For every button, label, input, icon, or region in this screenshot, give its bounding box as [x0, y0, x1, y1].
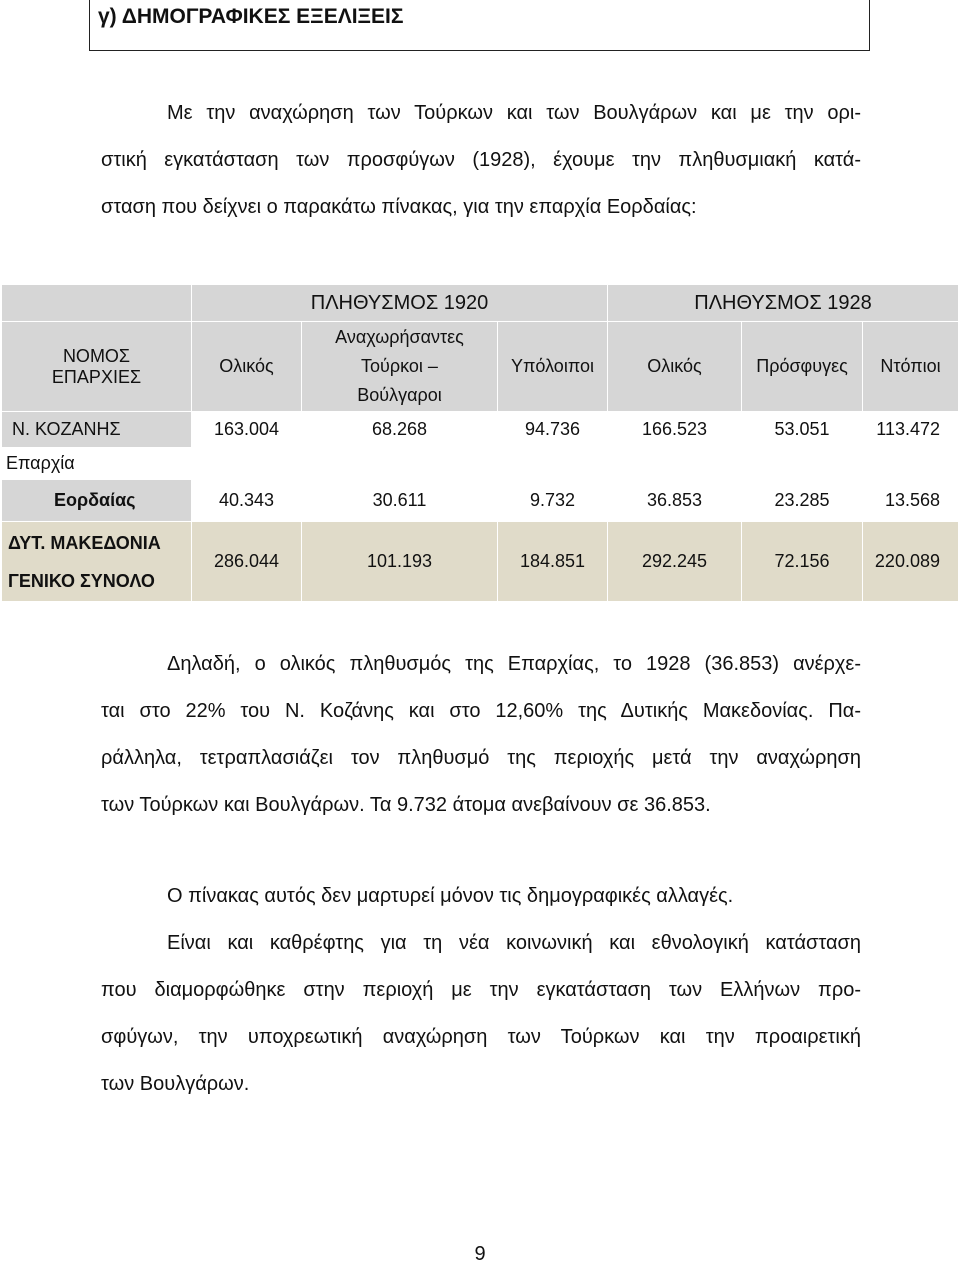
- header-col-natives: Ντόπιοι: [863, 322, 959, 412]
- analysis-line-3: ράλληλα, τετραπλασιάζει τον πληθυσμό της περιοχής μετά την αναχώρηση: [101, 747, 861, 769]
- cell-kozani-natives: 113.472: [863, 412, 959, 448]
- section-header-box: [89, 0, 870, 51]
- cell-eordaia-departed: 30.611: [302, 480, 498, 522]
- analysis-line-2: ται στο 22% του Ν. Κοζάνης και στο 12,60% της Δυτικής Μακεδονίας. Πα-: [101, 700, 861, 722]
- cell-eordaia-refugees: 23.285: [742, 480, 863, 522]
- page-number: 9: [474, 1243, 486, 1265]
- row-label-kozani: Ν. ΚΟΖΑΝΗΣ: [2, 412, 192, 448]
- cell-total-total-1920: 286.044: [192, 522, 302, 602]
- table-corner-cell: [2, 285, 192, 322]
- cell-total-remaining: 184.851: [498, 522, 608, 602]
- cell-eordaia-total-1920: 40.343: [192, 480, 302, 522]
- section-title: γ) ΔΗΜΟΓΡΑΦΙΚΕΣ ΕΞΕΛΙΞΕΙΣ: [98, 5, 404, 28]
- cell-kozani-total-1928: 166.523: [608, 412, 742, 448]
- header-departed-l3: Βούλγαροι: [357, 385, 442, 405]
- intro-line-3: σταση που δείχνει ο παρακάτω πίνακας, για την επαρχία Εορδαίας:: [101, 196, 697, 218]
- header-departed-l2: Τούρκοι –: [361, 356, 438, 376]
- closing-line-3: που διαμορφώθηκε στην περιοχή με την εγκατάσταση των Ελλήνων προ-: [101, 979, 861, 1001]
- header-departed-l1: Αναχωρήσαντες: [335, 327, 464, 347]
- cell-total-natives: 220.089: [863, 522, 959, 602]
- analysis-line-4: των Τούρκων και Βουλγάρων. Τα 9.732 άτομα ανεβαίνουν σε 36.853.: [101, 794, 711, 816]
- header-col-refugees: Πρόσφυγες: [742, 322, 863, 412]
- row-label-eparchia: Επαρχία: [2, 448, 959, 480]
- closing-line-1: Ο πίνακας αυτός δεν μαρτυρεί μόνον τις δημογραφικές αλλαγές.: [167, 885, 734, 907]
- header-population-1920: ΠΛΗΘΥΣΜΟΣ 1920: [192, 285, 608, 322]
- intro-line-1: Με την αναχώρηση των Τούρκων και των Βουλγάρων και με την ορι-: [167, 102, 861, 124]
- cell-kozani-refugees: 53.051: [742, 412, 863, 448]
- closing-line-5: των Βουλγάρων.: [101, 1073, 250, 1095]
- header-rowhead: [2, 322, 192, 412]
- intro-paragraph: [101, 90, 861, 231]
- cell-eordaia-natives: 13.568: [863, 480, 959, 522]
- cell-kozani-remaining: 94.736: [498, 412, 608, 448]
- cell-kozani-total-1920: 163.004: [192, 412, 302, 448]
- cell-eordaia-total-1928: 36.853: [608, 480, 742, 522]
- analysis-paragraph: [101, 641, 861, 829]
- closing-line-4: σφύγων, την υποχρεωτική αναχώρηση των Τούρκων και την προαιρετική: [101, 1026, 861, 1048]
- closing-paragraph: [101, 873, 861, 1108]
- header-col-total-1928: Ολικός: [608, 322, 742, 412]
- header-col-departed: [302, 322, 498, 412]
- population-table: [1, 284, 959, 602]
- cell-total-total-1928: 292.245: [608, 522, 742, 602]
- header-population-1928: ΠΛΗΘΥΣΜΟΣ 1928: [608, 285, 959, 322]
- cell-eordaia-remaining: 9.732: [498, 480, 608, 522]
- row-label-west-macedonia: ΔΥΤ. ΜΑΚΕΔΟΝΙΑ: [8, 532, 161, 553]
- cell-total-refugees: 72.156: [742, 522, 863, 602]
- row-label-eordaia: Εορδαίας: [2, 480, 192, 522]
- intro-line-2: στική εγκατάσταση των προσφύγων (1928), έχουμε την πληθυσμιακή κατά-: [101, 149, 861, 171]
- cell-kozani-departed: 68.268: [302, 412, 498, 448]
- header-nomos: ΝΟΜΟΣ: [62, 345, 131, 366]
- header-col-remaining: Υπόλοιποι: [498, 322, 608, 412]
- row-label-total: [2, 522, 192, 602]
- analysis-line-1: Δηλαδή, ο ολικός πληθυσμός της Επαρχίας, το 1928 (36.853) ανέρχε-: [167, 653, 861, 675]
- row-label-grand-total: ΓΕΝΙΚΟ ΣΥΝΟΛΟ: [8, 570, 155, 591]
- cell-total-departed: 101.193: [302, 522, 498, 602]
- header-col-total-1920: Ολικός: [192, 322, 302, 412]
- header-eparchies: ΕΠΑΡΧΙΕΣ: [51, 366, 142, 387]
- closing-line-2: Είναι και καθρέφτης για τη νέα κοινωνική και εθνολογική κατάσταση: [167, 932, 861, 954]
